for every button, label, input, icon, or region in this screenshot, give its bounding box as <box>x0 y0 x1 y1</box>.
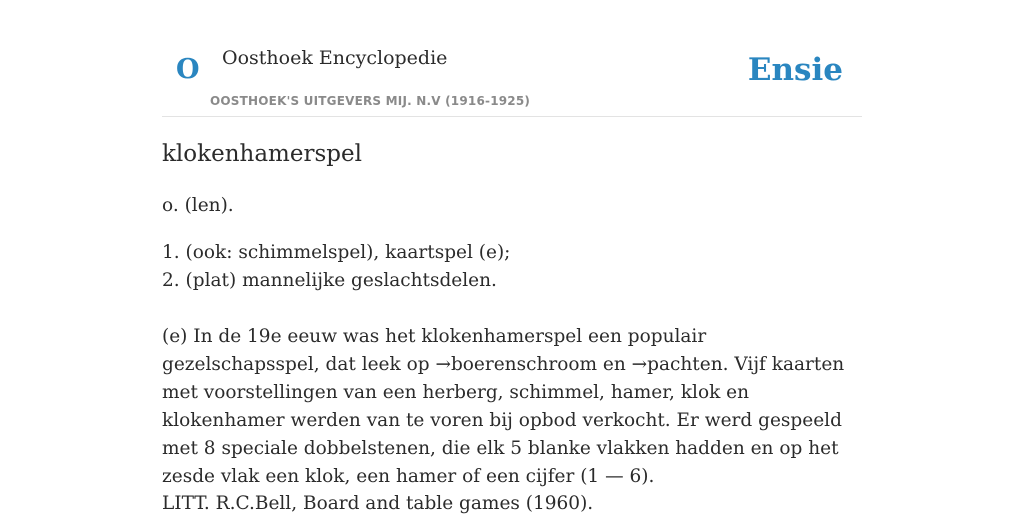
definition-item: 2. (plat) mannelijke geslachtsdelen. <box>162 270 497 291</box>
link-boerenschroom[interactable]: →boerenschroom <box>435 354 598 375</box>
site-title[interactable]: Oosthoek Encyclopedie <box>222 47 448 69</box>
logo-letter[interactable]: O <box>176 54 200 85</box>
page-container <box>162 0 862 514</box>
body-text: . Vijf kaarten met voorstellingen van een herberg, schimmel, hamer, klok en klokenhamer werden van te voren bij opbod verkocht. Er werd gespeeld met 8 speciale dobbelstenen, die elk 5 blanke vlakken hadden en op het zesde vlak een klok, een hamer of een cijfer (1 — 6). <box>162 354 845 487</box>
link-pachten[interactable]: →pachten <box>631 354 723 375</box>
entry-body <box>162 323 862 491</box>
brand-logo-link[interactable]: Ensie <box>747 52 843 88</box>
site-header <box>162 0 862 117</box>
body-text: en <box>597 354 632 375</box>
literature-reference: LITT. R.C.Bell, Board and table games (1960). <box>162 493 594 514</box>
definition-item: 1. (ook: schimmelspel), kaartspel (e); <box>162 242 511 263</box>
entry-title: klokenhamerspel <box>162 141 362 167</box>
entry-grammar: o. (len). <box>162 195 234 216</box>
body-text: (e) In de 19e eeuw was het klokenhamerspel een populair gezelschapsspel, dat leek op <box>162 326 707 375</box>
publisher-subtitle: OOSTHOEK'S UITGEVERS MIJ. N.V (1916-1925) <box>210 94 531 108</box>
definitions-list <box>162 239 862 295</box>
